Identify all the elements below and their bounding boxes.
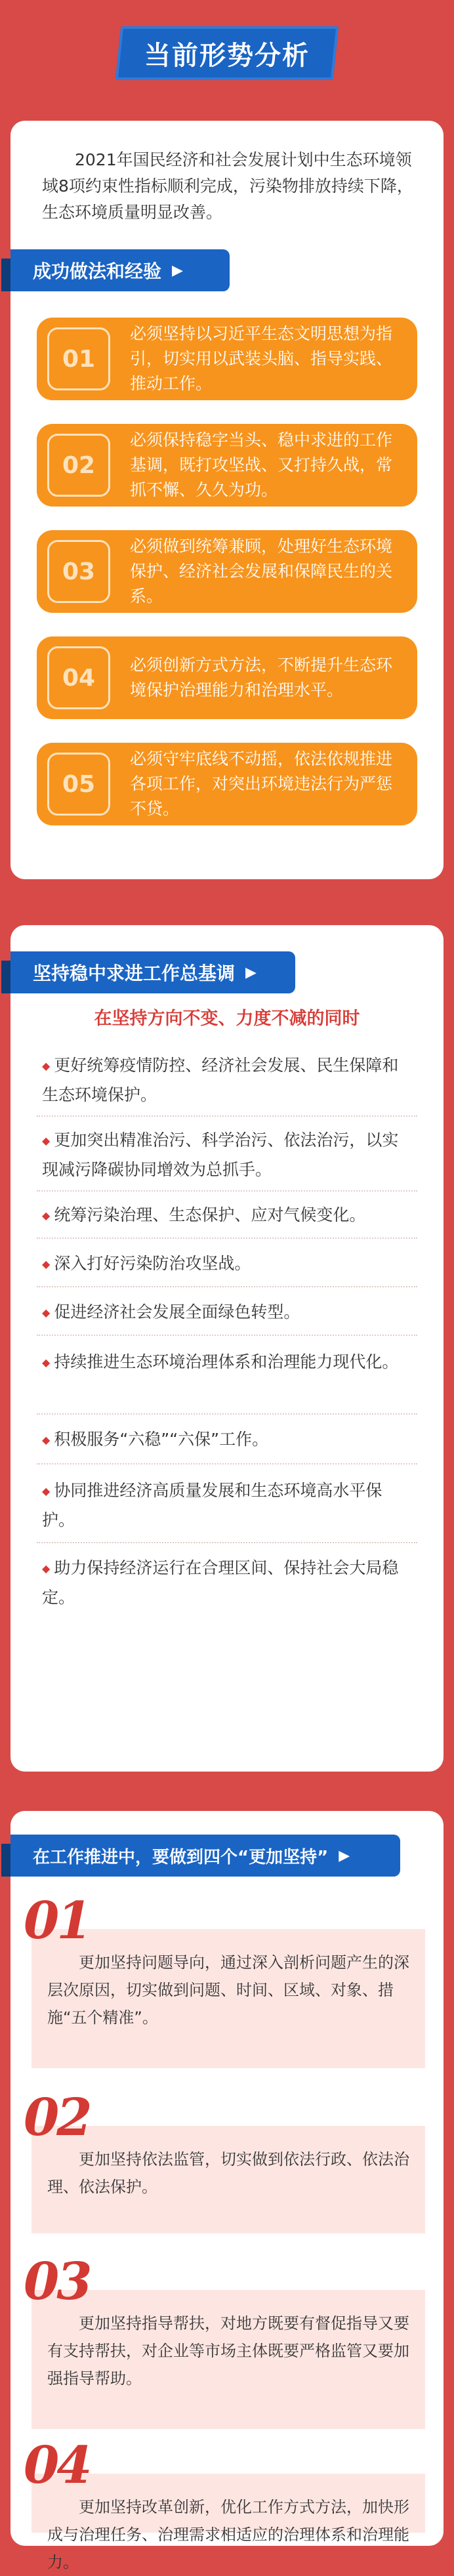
section-tag-general-tone	[10, 951, 295, 993]
box-text: 更加坚持依法监管，切实做到依法行政、依法治理、依法保护。	[47, 2150, 409, 2196]
success-experience-card	[10, 121, 444, 879]
box-number: 02	[24, 2088, 90, 2148]
item-text: 必须保持稳字当头、稳中求进的工作基调，既打攻坚战、又打持久战，常抓不懈、久久为功。	[130, 430, 393, 499]
item-text: 必须坚持以习近平生态文明思想为指引，切实用以武装头脑、指导实践、推动工作。	[130, 324, 393, 393]
section-tag-label: 成功做法和经验	[33, 260, 162, 282]
triangle-right-icon: ▶	[339, 1847, 350, 1864]
bullet-point	[42, 1425, 415, 1455]
bullet-point	[42, 1051, 415, 1110]
bullet-point	[42, 1126, 415, 1184]
persist-box	[24, 2436, 425, 2571]
bullet-text: 统筹污染治理、生态保护、应对气候变化。	[54, 1205, 366, 1224]
diamond-icon: ◆	[42, 1306, 51, 1319]
page-title: 当前形势分析	[144, 40, 310, 71]
dotted-divider	[37, 1115, 417, 1117]
dotted-divider	[37, 1286, 417, 1287]
box-text: 更加坚持改革创新，优化工作方式方法，加快形成与治理任务、治理需求相适应的治理体系和治理能力。	[47, 2498, 409, 2571]
section-tag-four-persist	[10, 1835, 400, 1877]
experience-item	[37, 424, 417, 507]
intro-paragraph: 2021年国民经济和社会发展计划中生态环境领域8项约束性指标顺利完成，污染物排放持续下降，生态环境质量明显改善。	[42, 150, 413, 222]
item-number: 03	[47, 540, 110, 603]
diamond-icon: ◆	[42, 1434, 51, 1446]
section-tag-label: 坚持稳中求进工作总基调	[33, 963, 236, 984]
persist-box	[24, 2088, 425, 2233]
bullet-point	[42, 1249, 415, 1279]
dotted-divider	[37, 1335, 417, 1336]
triangle-right-icon: ▶	[172, 262, 183, 279]
section-tag-label: 在工作推进中，要做到四个“更加坚持”	[33, 1847, 329, 1867]
page-title-banner	[115, 26, 339, 80]
box-text: 更加坚持问题导向，通过深入剖析问题产生的深层次原因，切实做到问题、时间、区域、对象、措施“五个精准”。	[47, 1953, 409, 2027]
bullet-point	[42, 1554, 415, 1612]
box-number: 04	[24, 2436, 90, 2495]
bullet-text: 促进经济社会发展全面绿色转型。	[54, 1302, 300, 1321]
diamond-icon: ◆	[42, 1209, 51, 1222]
bullet-point	[42, 1298, 415, 1327]
bullet-point	[42, 1476, 415, 1535]
bullet-text: 更好统筹疫情防控、经济社会发展、民生保障和生态环境保护。	[42, 1056, 399, 1104]
section-tag-experience	[10, 249, 230, 291]
bullet-text: 积极服务“六稳”“六保”工作。	[54, 1430, 269, 1449]
item-number: 05	[47, 753, 110, 816]
diamond-icon: ◆	[42, 1562, 51, 1575]
experience-item	[37, 743, 417, 825]
triangle-right-icon: ▶	[245, 964, 257, 981]
item-text: 必须创新方式方法，不断提升生态环境保护治理能力和治理水平。	[130, 655, 393, 699]
bullet-text: 深入打好污染防治攻坚战。	[54, 1254, 251, 1273]
diamond-icon: ◆	[42, 1485, 51, 1497]
diamond-icon: ◆	[42, 1060, 51, 1072]
experience-item	[37, 530, 417, 613]
diamond-icon: ◆	[42, 1356, 51, 1369]
bullet-text: 助力保持经济运行在合理区间、保持社会大局稳定。	[42, 1558, 399, 1607]
item-text: 必须守牢底线不动摇，依法依规推进各项工作，对突出环境违法行为严惩不贷。	[130, 749, 393, 818]
general-tone-card	[10, 925, 444, 1772]
item-number: 01	[47, 327, 110, 390]
bullet-text: 持续推进生态环境治理体系和治理能力现代化。	[54, 1352, 399, 1371]
persist-box	[24, 1891, 425, 2068]
bullet-text: 协同推进经济高质量发展和生态环境高水平保护。	[42, 1481, 382, 1529]
item-number: 02	[47, 434, 110, 497]
box-number: 03	[24, 2252, 90, 2312]
box-number: 01	[24, 1891, 90, 1951]
diamond-icon: ◆	[42, 1258, 51, 1270]
dotted-divider	[37, 1463, 417, 1465]
dotted-divider	[37, 1542, 417, 1543]
bullet-point	[42, 1201, 415, 1230]
experience-item	[37, 318, 417, 400]
dotted-divider	[37, 1413, 417, 1415]
bullet-point	[42, 1348, 415, 1377]
bullet-text: 更加突出精准治污、科学治污、依法治污，以实现减污降碳协同增效为总抓手。	[42, 1131, 399, 1179]
dotted-divider	[37, 1237, 417, 1239]
dotted-divider	[37, 1190, 417, 1192]
box-text: 更加坚持指导帮扶，对地方既要有督促指导又要有支持帮扶，对企业等市场主体既要严格监管又要加强指导帮助。	[47, 2314, 409, 2388]
experience-item	[37, 636, 417, 719]
item-number: 04	[47, 646, 110, 709]
persist-box	[24, 2252, 425, 2429]
item-text: 必须做到统筹兼顾，处理好生态环境保护、经济社会发展和保障民生的关系。	[130, 537, 393, 606]
subheading: 在坚持方向不变、力度不减的同时	[94, 1008, 360, 1029]
four-persist-card	[10, 1811, 444, 2571]
diamond-icon: ◆	[42, 1134, 51, 1147]
